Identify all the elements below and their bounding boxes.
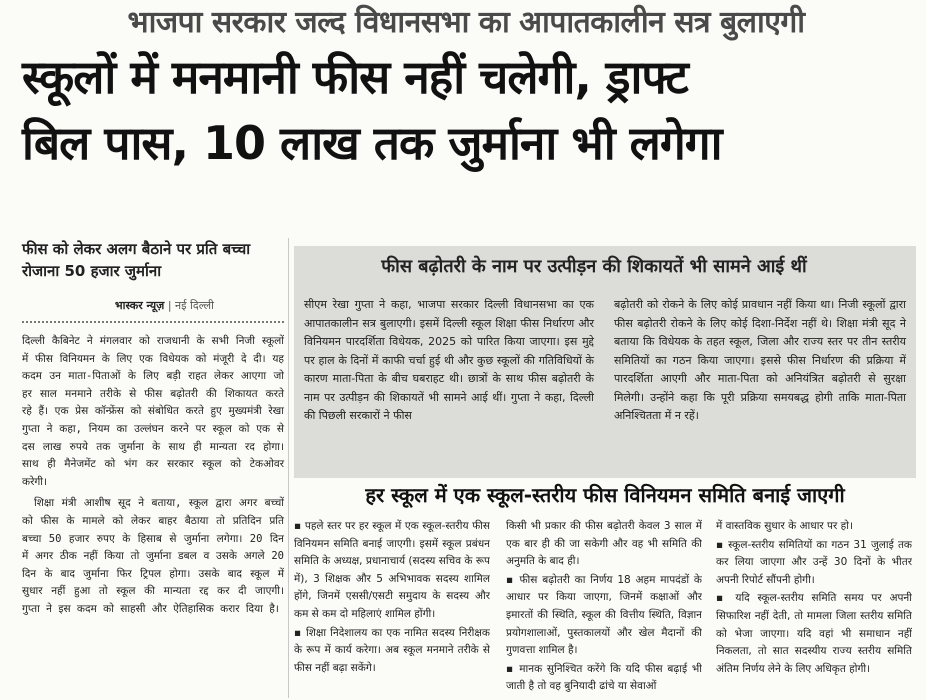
continued-text: में वास्तविक सुधार के आधार पर हो। <box>716 520 853 532</box>
section-column-3 <box>716 518 912 698</box>
byline-city: नई दिल्ली <box>175 299 214 312</box>
kicker-headline: भाजपा सरकार जल्द विधानसभा का आपातकालीन सत्र बुलाएगी <box>127 5 805 40</box>
headline-line-2: बिल पास, 10 लाख तक जुर्माना भी लगेगा <box>22 116 722 170</box>
bullet-item: ▪ यदि स्कूल-स्तरीय समिति समय पर अपनी सिफारिश नहीं देती, तो मामला जिला स्तरीय समिति को भेजा जाएगा। यदि वहां भी समाधान नहीं निकलता, तो सात सदस्यीय राज्य स्तरीय समिति अंतिम निर्णय लेने के लिए अधिकृत होगी। <box>716 590 912 678</box>
section-heading: हर स्कूल में एक स्कूल-स्तरीय फीस विनियमन समिति बनाई जाएगी <box>365 483 845 507</box>
bullet-item: ▪ स्कूल-स्तरीय समितियों का गठन 31 जुलाई तक कर लिया जाएगा और उन्हें 30 दिनों के भीतर अपनी रिपोर्ट सौंपनी होगी। <box>716 537 912 590</box>
section-column-1 <box>294 518 490 698</box>
column-rule <box>288 238 289 698</box>
byline-agency: भास्कर न्यूज़ <box>114 299 165 312</box>
left-body <box>22 333 284 619</box>
headline-line-1: स्कूलों में मनमानी फीस नहीं चलेगी, ड्राफ्ट <box>22 50 688 104</box>
section-column-2 <box>506 518 702 698</box>
dotted-divider <box>22 321 284 323</box>
bullet-item: ▪ शिक्षा निदेशालय का एक नामित सदस्य निरीक्षक के रूप में कार्य करेगा। अब स्कूल मनमाने तरीके से फीस नहीं बढ़ा सकेंगे। <box>294 625 490 678</box>
bullet-item: ▪ मानक सुनिश्चित करेंगे कि यदि फीस बढ़ाई भी जाती है तो वह बुनियादी ढांचे या सेवाओं <box>506 661 702 696</box>
box-column-1: सीएम रेखा गुप्ता ने कहा, भाजपा सरकार दिल्ली विधानसभा का एक आपातकालीन सत्र बुलाएगी। इसमें दिल्ली स्कूल शिक्षा फीस निर्धारण और विनियमन पारदर्शिता विधेयक, 2025 को पारित किया जाएगा। इस मुद्दे पर हाल के दिनों में काफी चर्चा हुई थी और कुछ स्कूलों की गतिविधियों के कारण माता-पिता के बीच घबराहट थी। छात्रों के साथ फीस बढ़ोतरी के नाम पर उत्पीड़न की शिकायतें भी सामने आई थीं। गुप्ता ने कहा, दिल्ली की पिछली सरकारों ने फीस <box>304 298 594 422</box>
left-paragraph-2: शिक्षा मंत्री आशीष सूद ने बताया, स्कूल द्वारा अगर बच्चों को फीस के मामले को लेकर बाहर बैठाया तो प्रतिदिन प्रति बच्चा 50 हजार रुपए के हिसाब से जुर्माना लगेगा। 20 दिन में अगर ठीक नहीं किया तो जुर्माना डबल व उसके अगले 20 दिन के बाद जुर्माना फिर ट्रिपल होगा। उसके बाद स्कूल में सुधार नहीं हुआ तो स्कूल की मान्यता रद्द कर दी जाएगी। गुप्ता ने इस कदम को साहसी और ऐतिहासिक करार दिया है। <box>22 497 284 615</box>
byline <box>22 298 284 313</box>
left-column <box>22 238 284 623</box>
continued-text: किसी भी प्रकार की फीस बढ़ोतरी केवल 3 साल में एक बार ही की जा सकेगी और वह भी समिति की अनुमति के बाद ही। <box>506 520 702 568</box>
left-paragraph-1: दिल्ली कैबिनेट ने मंगलवार को राजधानी के सभी निजी स्कूलों में फीस विनियमन के लिए एक विधेयक को मंजूरी दे दी। यह कदम उन माता-पिताओं के लिए बड़ी राहत लेकर आएगा जो हर साल मनमाने तरीके से फीस बढ़ोतरी की शिकायत करते रहे हैं। एक प्रेस कॉन्फ्रेंस को संबोधित करते हुए मुख्यमंत्री रेखा गुप्ता ने कहा, नियम का उल्लंघन करने पर स्कूल को एक से दस लाख रुपये तक जुर्माना के साथ ही मान्यता रद होगा। साथ ही मैनेजमेंट को भंग कर सरकार स्कूल को टेकओवर करेगी। <box>22 335 284 488</box>
bullet-item: ▪ पहले स्तर पर हर स्कूल में एक स्कूल-स्तरीय फीस विनियमन समिति बनाई जाएगी। इसमें स्कूल प्रबंधन समिति के अध्यक्ष, प्रधानाचार्य (सदस्य सचिव के रूप में), 3 शिक्षक और 5 अभिभावक सदस्य शामिल होंगे, जिनमें एससी/एसटी समुदाय के सदस्य और कम से कम दो महिलाएं शामिल होंगी। <box>294 518 490 624</box>
byline-separator: | <box>164 299 176 312</box>
sub-deck: फीस को लेकर अलग बैठाने पर प्रति बच्चा रोजाना 50 हजार जुर्माना <box>22 240 251 280</box>
main-headline <box>22 44 912 176</box>
box-heading: फीस बढ़ोतरी के नाम पर उत्पीड़न की शिकायतें भी सामने आई थीं <box>381 256 807 277</box>
box-column-2: बढ़ोतरी को रोकने के लिए कोई प्रावधान नहीं किया था। निजी स्कूलों द्वारा फीस बढ़ोतरी रोकने के लिए कोई दिशा-निर्देश नहीं थे। शिक्षा मंत्री सूद ने बताया कि विधेयक के तहत स्कूल, जिला और राज्य स्तर पर तीन स्तरीय समितियों का गठन किया जाएगा। इससे फीस निर्धारण की प्रक्रिया में पारदर्शिता आएगी और माता-पिता को अनियंत्रित बढ़ोतरी से सुरक्षा मिलेगी। उन्होंने कहा कि पूरी प्रक्रिया समयबद्ध होगी ताकि माता-पिता अनिश्चितता में न रहें। <box>614 298 906 422</box>
bullet-item: ▪ फीस बढ़ोतरी का निर्णय 18 अहम मापदंडों के आधार पर किया जाएगा, जिनमें कक्षाओं और इमारतों की स्थिति, स्कूल की वित्तीय स्थिति, विज्ञान प्रयोगशालाओं, पुस्तकालयों और खेल मैदानों की गुणवत्ता शामिल है। <box>506 572 702 660</box>
